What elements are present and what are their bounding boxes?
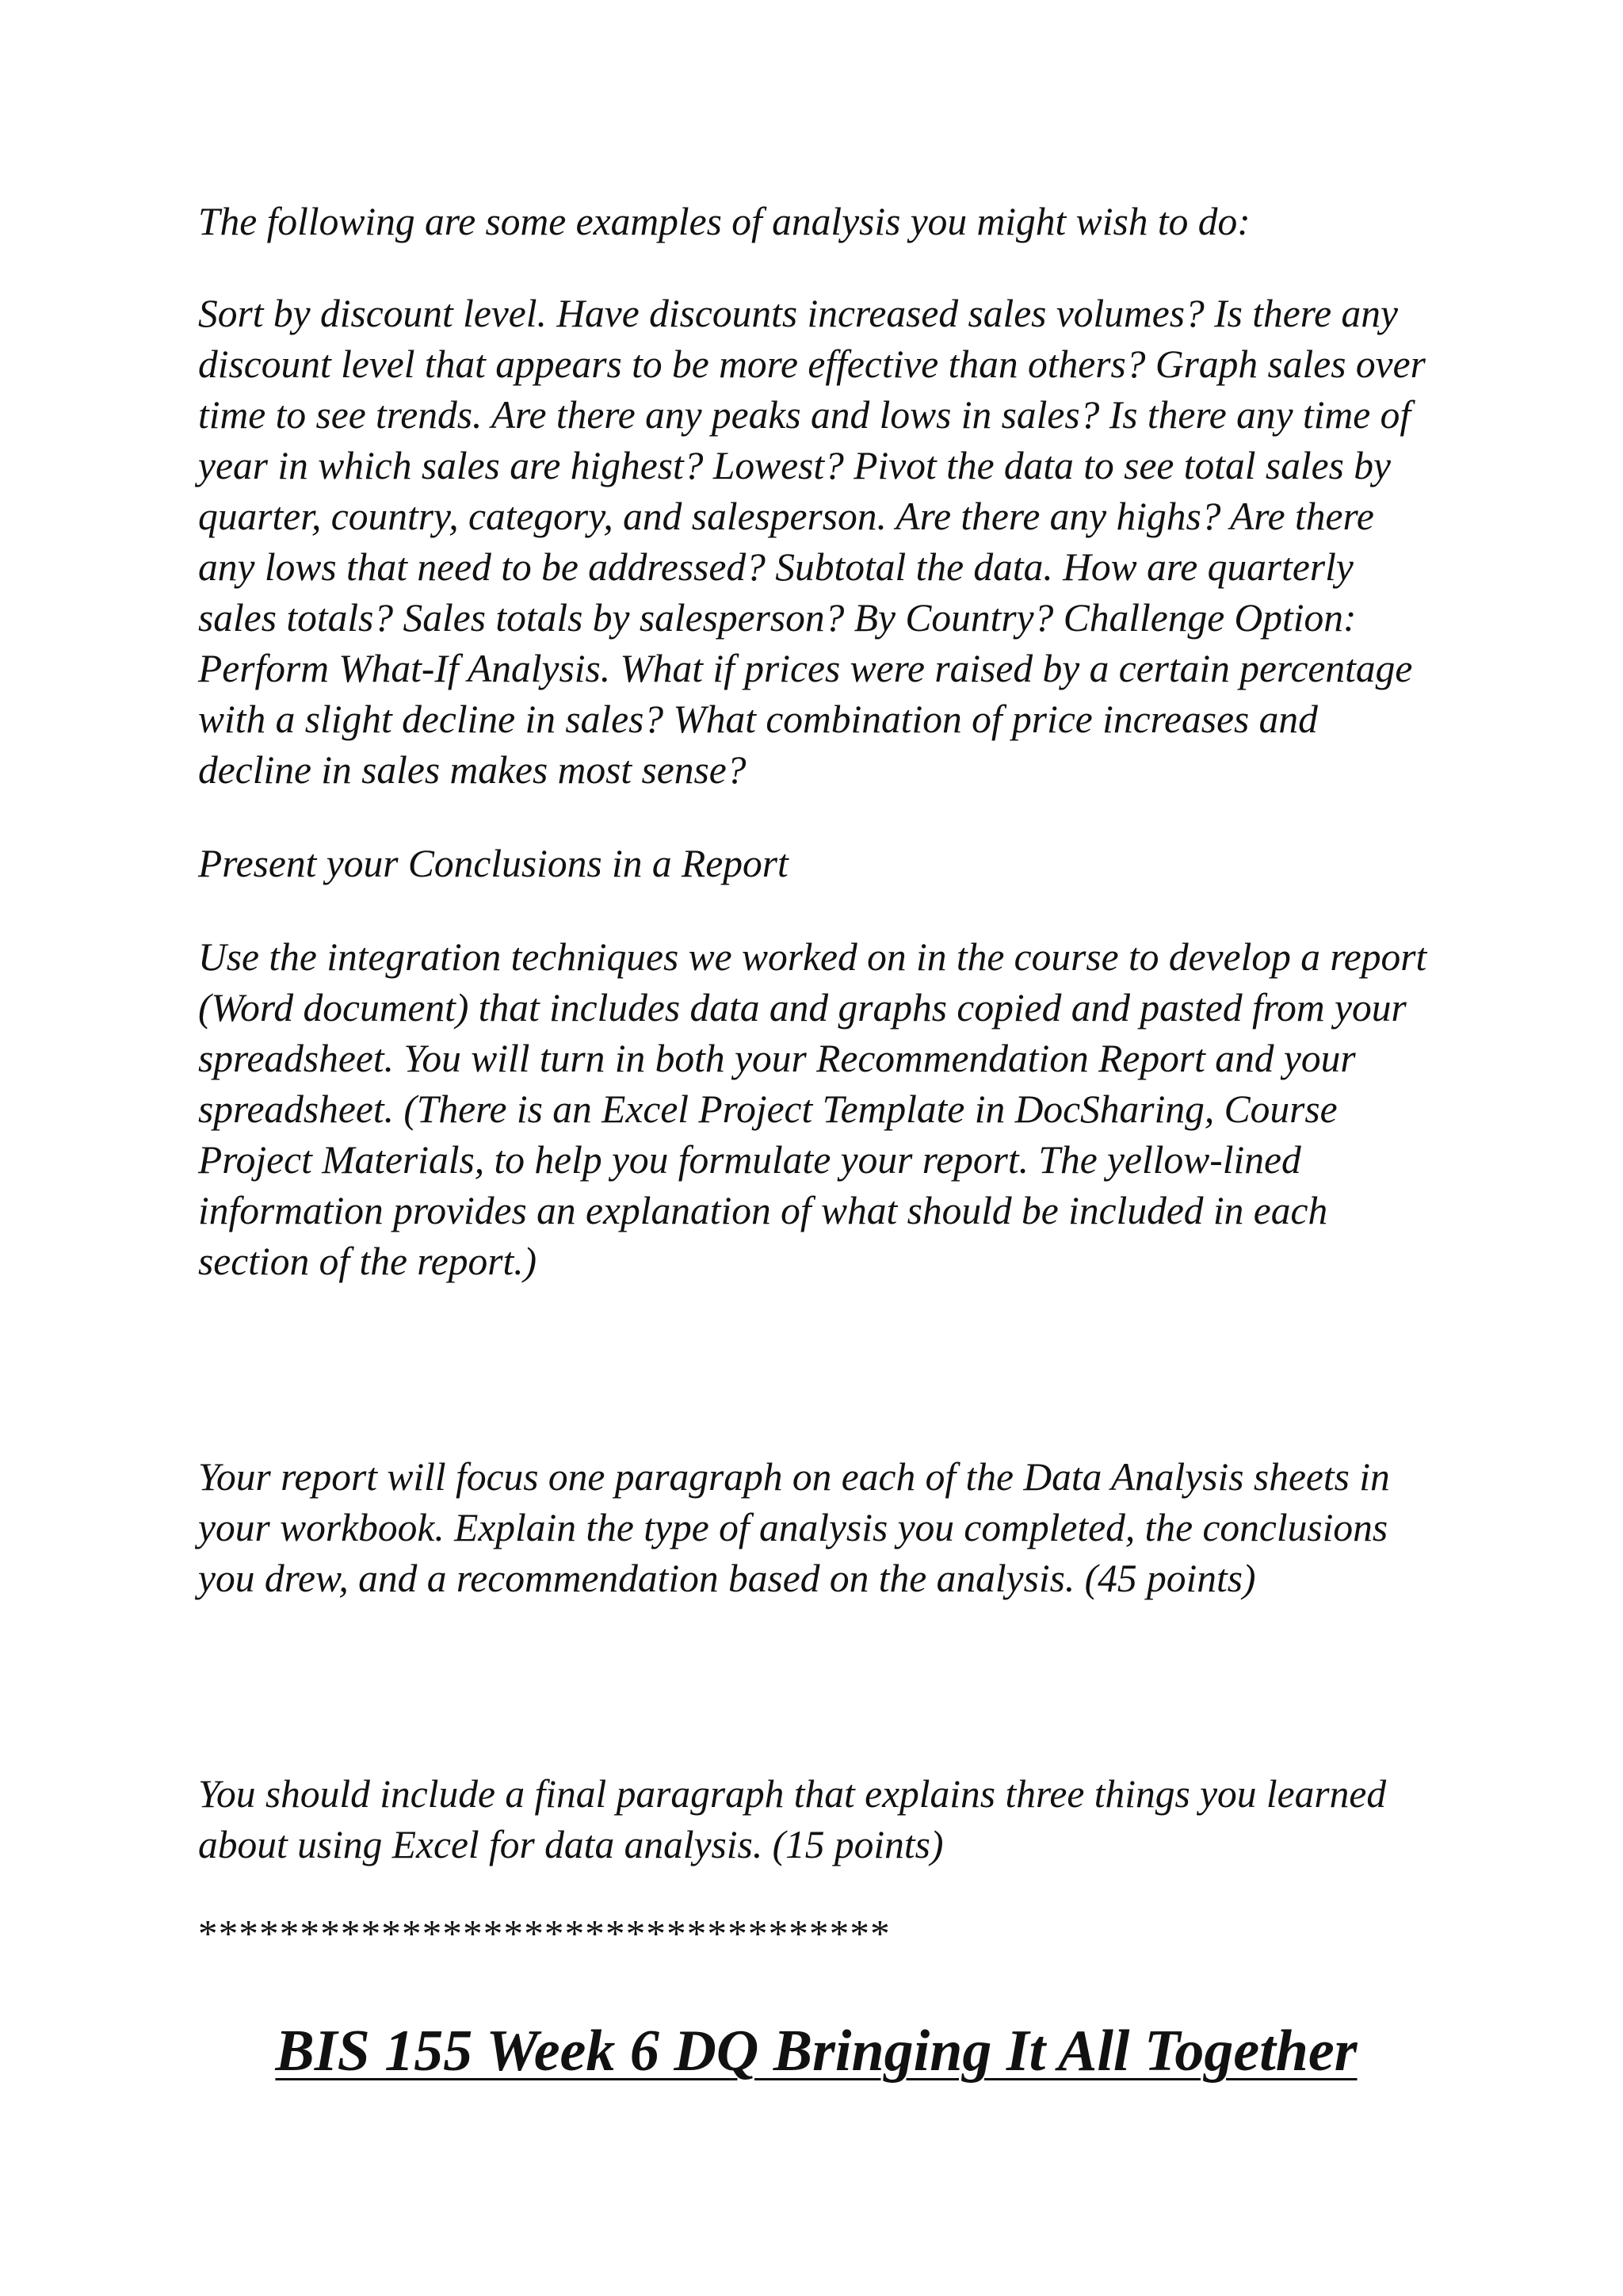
section-title-present-conclusions: Present your Conclusions in a Report (198, 842, 789, 885)
integration-paragraph: Use the integration techniques we worked on in the course to develop a report (Word document) that includes data and graphs copied and pasted from your spreadsheet. You will turn in both your Recommendation Report and your spreadsheet. (There is an Excel Project Template in DocSharing, Course Project Materials, to help you formulate your report. The yellow-lined information provides an explanation of what should be included in each section of the report.) (198, 935, 1427, 1283)
final-paragraph-instructions: You should include a final paragraph that explains three things you learned about using Excel for data analysis. (15 points) (198, 1772, 1387, 1866)
intro-paragraph: The following are some examples of analysis you might wish to do: (198, 200, 1251, 243)
analysis-examples-paragraph: Sort by discount level. Have discounts increased sales volumes? Is there any discount level that appears to be more effective than others? Graph sales over time to see trends. Are there any peaks and lows in sales? Is there any time of year in which sales are highest? Lowest? Pivot the data to see total sales by quarter, country, category, and salesperson. Are there any highs? Are there any lows that need to be addressed? Subtotal the data. How are quarterly sales totals? Sales totals by salesperson? By Country? Challenge Option: Perform What-If Analysis. What if prices were raised by a certain percentage with a slight decline in sales? What combination of price increases and decline in sales makes most sense? (198, 292, 1426, 792)
report-focus-paragraph: Your report will focus one paragraph on each of the Data Analysis sheets in your workbook. Explain the type of analysis you completed, the conclusions you drew, and a recommendation based on the analysis. (45 points) (198, 1455, 1390, 1600)
asterisk-separator: ********************************** (198, 1912, 891, 1955)
document-heading-link[interactable]: BIS 155 Week 6 DQ Bringing It All Together (275, 2019, 1358, 2084)
document-body (198, 197, 1434, 2088)
